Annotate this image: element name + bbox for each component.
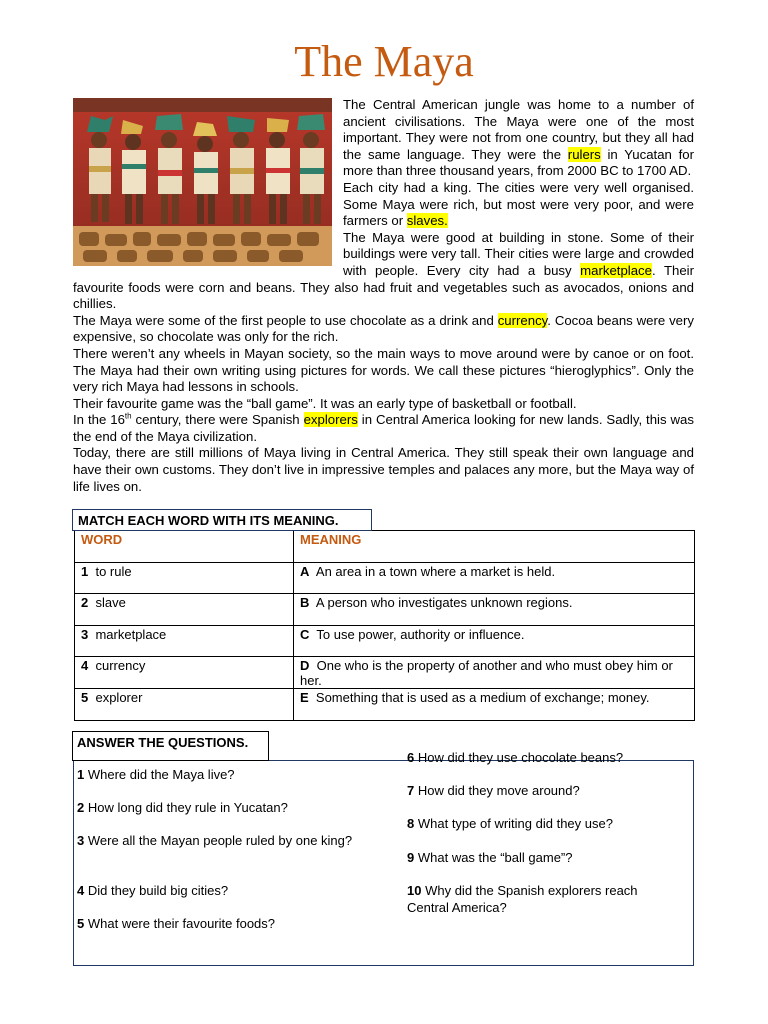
paragraph-3: The Maya were good at building in stone. Some of their buildings were very tall. Their cities were large and crowded with people. Every city had a busy marketplace. Their favourite foods were corn and beans. They also had fruit and vegetables such as avocados, onions and chillies.: [73, 229, 694, 312]
highlight-slaves: slaves.: [406, 213, 448, 229]
match-table: [74, 530, 695, 721]
question-5: 5 What were their favourite foods?: [77, 916, 276, 931]
table-row: 2 slave B A person who investigates unknown regions.: [75, 594, 695, 626]
word-column-header: WORD: [75, 531, 294, 563]
questions-heading: ANSWER THE QUESTIONS.: [72, 731, 269, 761]
question-8: 8 What type of writing did they use?: [407, 816, 613, 831]
page-title: The Maya: [294, 37, 474, 86]
match-heading: MATCH EACH WORD WITH ITS MEANING.: [72, 509, 372, 531]
article-text: [73, 97, 694, 495]
highlight-currency: currency: [497, 312, 548, 328]
question-9: 9 What was the “ball game”?: [407, 850, 573, 865]
question-2: 2 How long did they rule in Yucatan?: [77, 800, 288, 815]
question-7: 7 How did they move around?: [407, 783, 580, 798]
paragraph-4: The Maya were some of the first people to use chocolate as a drink and currency. Cocoa beans were very expensive, so chocolate was only for the rich.: [73, 312, 694, 345]
paragraph-8: Today, there are still millions of Maya living in Central America. They still speak their own language and have their own customs. They don’t live in impressive temples and palaces any more, but the Maya way of life lives on.: [73, 445, 694, 494]
paragraph-1: The Central American jungle was home to a number of ancient civilisations. The Maya were one of the most important. They were not from one country, but they all had the same language. They were the rulers in Yucatan for more than three thousand years, from 2000 BC to 1700 AD.: [343, 97, 694, 179]
paragraph-5: There weren’t any wheels in Mayan society, so the main ways to move around were by canoe or on foot. The Maya had their own writing using pictures for words. We call these pictures “hieroglyphics”. Only the very rich Maya had lessons in schools.: [73, 345, 694, 395]
paragraph-7: In the 16th century, there were Spanish explorers in Central America looking for new lands. Sadly, this was the end of the Maya civilization.: [73, 411, 694, 444]
meaning-column-header: MEANING: [294, 531, 695, 563]
question-1: 1 Where did the Maya live?: [77, 767, 235, 782]
highlight-explorers: explorers: [303, 412, 358, 428]
question-10: 10 Why did the Spanish explorers reach Central America?: [407, 883, 638, 915]
table-row: 4 currency D One who is the property of another and who must obey him or her.: [75, 657, 695, 689]
table-row: 3 marketplace C To use power, authority or influence.: [75, 625, 695, 657]
table-row: 1 to rule A An area in a town where a market is held.: [75, 562, 695, 594]
table-header-row: [75, 531, 695, 563]
paragraph-2: Each city had a king. The cities were very well organised. Some Maya were rich, but most were very poor, and were farmers or slaves.: [343, 179, 694, 229]
question-4: 4 Did they build big cities?: [77, 883, 229, 898]
highlight-marketplace: marketplace: [580, 262, 652, 278]
highlight-rulers: rulers: [567, 146, 601, 162]
table-row: 5 explorer E Something that is used as a medium of exchange; money.: [75, 689, 695, 721]
question-6: 6 How did they use chocolate beans?: [407, 750, 624, 765]
paragraph-6: Their favourite game was the “ball game”. It was an early type of basketball or football.: [73, 395, 577, 411]
question-3: 3 Were all the Mayan people ruled by one king?: [77, 833, 353, 848]
